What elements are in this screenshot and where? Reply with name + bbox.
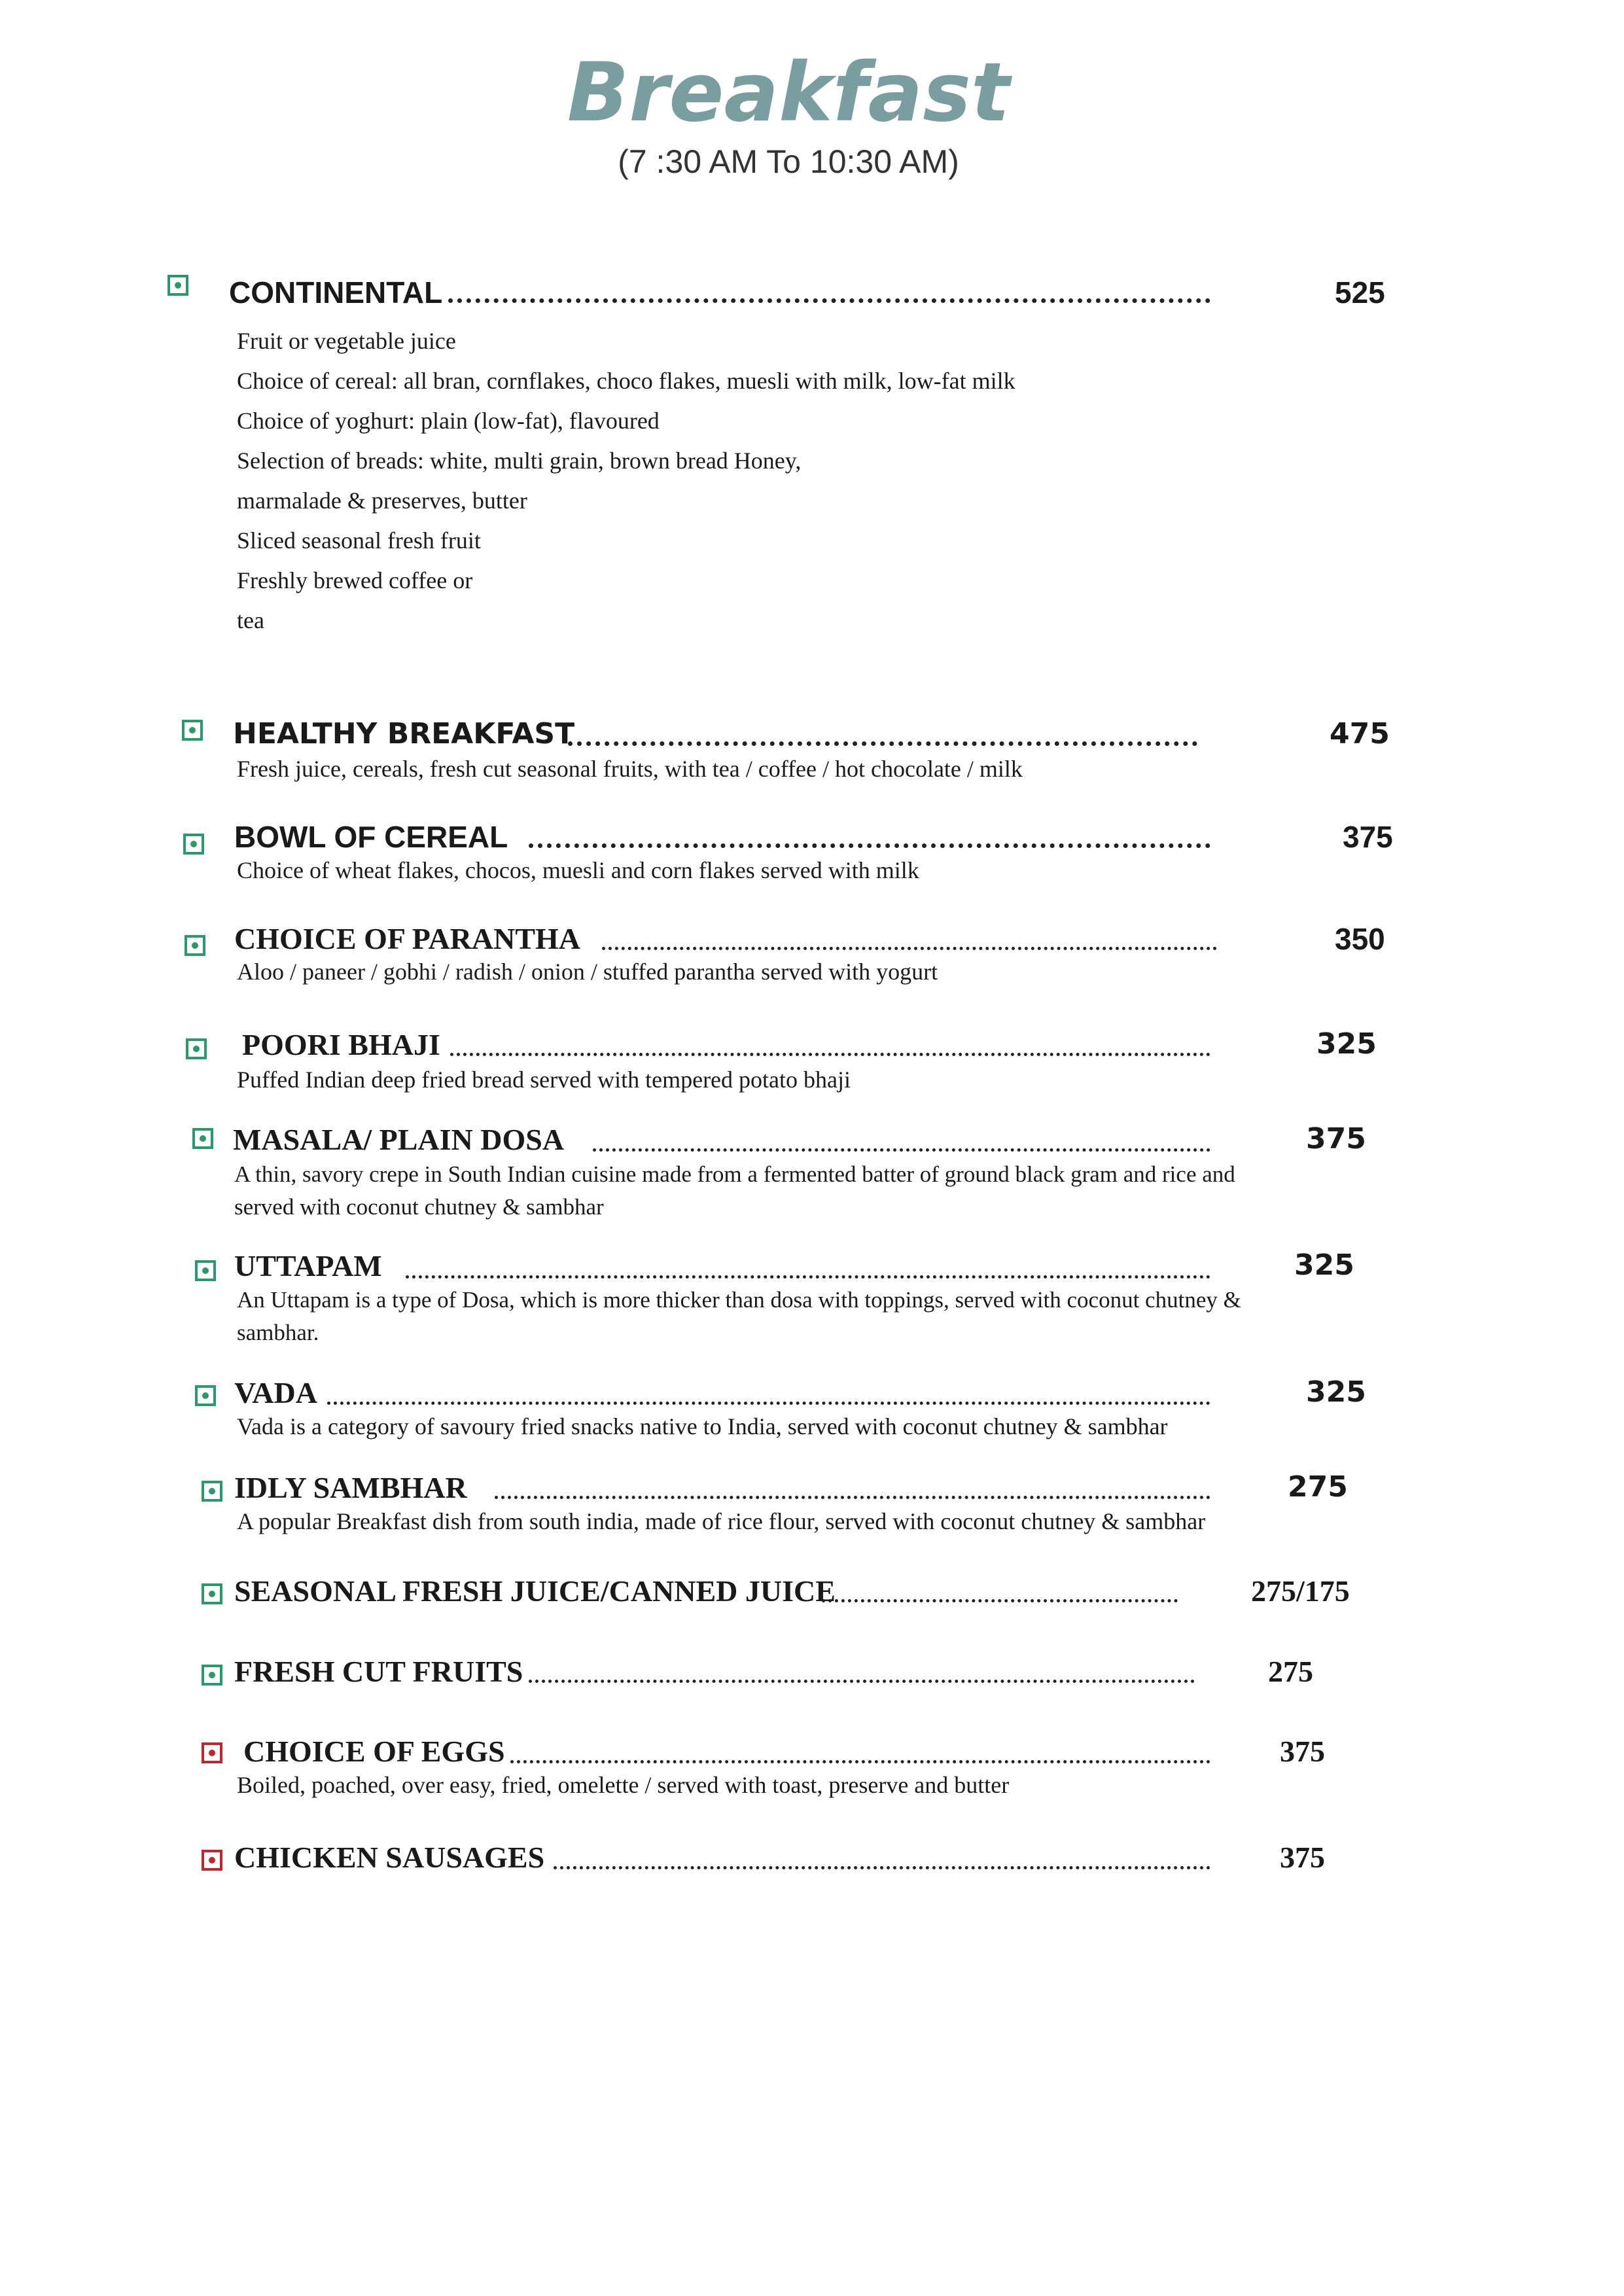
item-name: SEASONAL FRESH JUICE/CANNED JUICE [234, 1574, 836, 1608]
dot-leader [593, 1142, 1210, 1152]
item-price: 350 [1335, 922, 1385, 956]
serving-hours: (7 :30 AM To 10:30 AM) [618, 143, 959, 180]
dot-leader [822, 1593, 1178, 1602]
item-price: 375 [1280, 1735, 1325, 1768]
veg-icon [185, 935, 205, 956]
item-name: CHOICE OF PARANTHA [234, 922, 580, 955]
item-name: MASALA/ PLAIN DOSA [233, 1123, 565, 1156]
item-name: BOWL OF CEREAL [234, 820, 508, 854]
item-price: 375 [1306, 1122, 1366, 1156]
dot-leader [602, 940, 1217, 950]
item-description: Puffed Indian deep fried bread served with tempered potato bhaji [237, 1067, 851, 1093]
veg-icon [192, 1128, 213, 1149]
dot-leader [327, 1395, 1210, 1405]
item-price: 375 [1280, 1841, 1325, 1874]
veg-icon [195, 1260, 216, 1281]
dot-leader [554, 1860, 1210, 1869]
item-name: VADA [234, 1376, 317, 1409]
dot-leader [529, 837, 1210, 848]
item-price: 375 [1343, 820, 1393, 854]
dot-leader [529, 1673, 1195, 1683]
item-name: CONTINENTAL [229, 275, 443, 309]
dot-leader [495, 1489, 1210, 1499]
item-price: 325 [1316, 1027, 1377, 1061]
item-price: 325 [1306, 1375, 1366, 1409]
item-description: Fruit or vegetable juice Choice of cereal: all bran, cornflakes, choco flakes, muesli with milk, low-fat milk Choice of yoghurt: plain (low-fat), flavoured Selection of breads: white, multi grain, brown bread Honey, marmalade & preserves, butter Sliced seasonal fresh fruit Freshly brewed coffee or tea [237, 328, 1015, 633]
dot-leader [448, 292, 1210, 303]
veg-icon [183, 834, 204, 855]
item-name: POORI BHAJI [242, 1028, 440, 1061]
non-veg-icon [202, 1850, 222, 1871]
item-description: Boiled, poached, over easy, fried, omelette / served with toast, preserve and butter [237, 1772, 1010, 1798]
non-veg-icon [202, 1742, 222, 1763]
item-price: 275 [1268, 1655, 1313, 1688]
item-description: Vada is a category of savoury fried snacks native to India, served with coconut chutney & sambhar [237, 1413, 1168, 1439]
item-description: A popular Breakfast dish from south india, made of rice flour, served with coconut chutney & sambhar [237, 1508, 1206, 1534]
item-price: 275 [1288, 1470, 1348, 1504]
veg-icon [182, 720, 203, 741]
veg-icon [202, 1481, 222, 1502]
dot-leader [406, 1269, 1210, 1279]
item-description: Fresh juice, cereals, fresh cut seasonal fruits, with tea / coffee / hot chocolate / milk [237, 756, 1023, 782]
item-description: An Uttapam is a type of Dosa, which is more thicker than dosa with toppings, served with coconut chutney & sambhar. [237, 1287, 1241, 1345]
page-title: Breakfast [567, 46, 1010, 140]
veg-icon [202, 1665, 222, 1686]
item-price: 325 [1294, 1248, 1354, 1282]
item-name: CHOICE OF EGGS [243, 1735, 505, 1768]
veg-icon [195, 1385, 216, 1406]
item-name: IDLY SAMBHAR [234, 1471, 467, 1504]
dot-leader [450, 1046, 1210, 1056]
veg-icon [202, 1583, 222, 1604]
item-name: UTTAPAM [234, 1249, 382, 1282]
item-name: HEALTHY BREAKFAST [233, 717, 575, 751]
item-description: A thin, savory crepe in South Indian cuisine made from a fermented batter of ground black gram and rice and served with coconut chutney & sambhar [234, 1161, 1235, 1220]
item-description: Choice of wheat flakes, chocos, muesli and corn flakes served with milk [237, 857, 919, 883]
item-description: Aloo / paneer / gobhi / radish / onion / stuffed parantha served with yogurt [237, 959, 938, 985]
dot-leader [510, 1754, 1210, 1763]
item-price: 525 [1335, 275, 1385, 309]
dot-leader [568, 735, 1197, 746]
veg-icon [186, 1038, 207, 1059]
item-name: FRESH CUT FRUITS [234, 1655, 523, 1688]
item-price: 275/175 [1251, 1574, 1350, 1608]
item-price: 475 [1330, 717, 1390, 751]
veg-icon [168, 275, 188, 296]
item-name: CHICKEN SAUSAGES [234, 1841, 545, 1874]
